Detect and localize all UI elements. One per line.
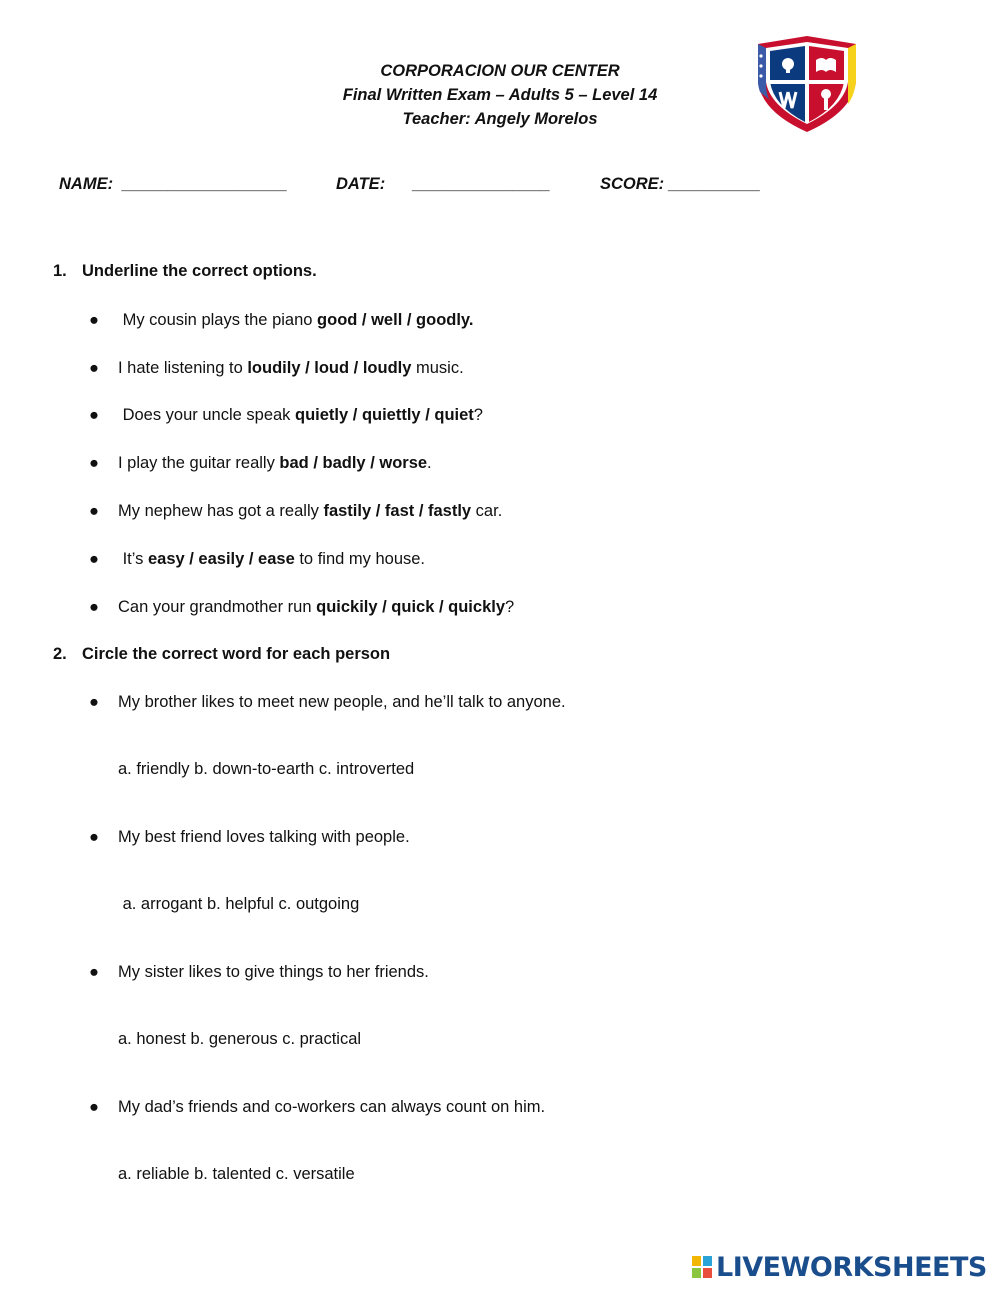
section-number: 2. [53, 645, 67, 663]
exercise-item: It’s easy / easily / ease to find my house. [118, 550, 426, 568]
answer-options[interactable]: a. arrogant b. helpful c. outgoing [118, 895, 360, 913]
exercise-item: I hate listening to loudily / loud / loudly music. [118, 359, 464, 377]
bullet-icon: ● [89, 828, 99, 846]
section-title: Circle the correct word for each person [82, 645, 391, 663]
answer-options[interactable]: a. honest b. generous c. practical [118, 1030, 362, 1048]
school-crest-logo [752, 34, 862, 134]
exercise-item: My cousin plays the piano good / well / goodly. [118, 311, 474, 329]
bullet-icon: ● [89, 598, 99, 616]
answer-options[interactable]: a. reliable b. talented c. versatile [118, 1165, 355, 1183]
option-choices[interactable]: fastily / fast / fastly [323, 502, 472, 520]
brand-name: LIVEWORKSHEETS [716, 1251, 987, 1283]
bullet-icon: ● [89, 406, 99, 424]
score-field[interactable]: SCORE: __________ [600, 175, 761, 193]
bullet-icon: ● [89, 693, 99, 711]
question-sentence: My brother likes to meet new people, and he’ll talk to anyone. [118, 693, 566, 711]
date-field[interactable]: DATE: _______________ [336, 175, 551, 193]
name-field[interactable]: NAME: __________________ [59, 175, 288, 193]
bullet-icon: ● [89, 311, 99, 329]
exercise-item: My nephew has got a really fastily / fast / fastly car. [118, 502, 503, 520]
section-1-heading [53, 262, 317, 281]
option-choices[interactable]: good / well / goodly. [317, 311, 474, 329]
bullet-icon: ● [89, 1098, 99, 1116]
bullet-icon: ● [89, 550, 99, 568]
option-choices[interactable]: quietly / quiettly / quiet [295, 406, 474, 424]
answer-options[interactable]: a. friendly b. down-to-earth c. introverted [118, 760, 415, 778]
question-sentence: My dad’s friends and co-workers can always count on him. [118, 1098, 546, 1116]
exercise-item: Does your uncle speak quietly / quiettly / quiet? [118, 406, 483, 424]
option-choices[interactable]: quickily / quick / quickly [316, 598, 506, 616]
brand-blocks-icon [692, 1256, 712, 1278]
liveworksheets-logo[interactable] [692, 1252, 987, 1282]
exercise-item: I play the guitar really bad / badly / worse. [118, 454, 432, 472]
question-sentence: My sister likes to give things to her friends. [118, 963, 429, 981]
header-org: CORPORACION OUR CENTER [380, 62, 620, 80]
bullet-icon: ● [89, 502, 99, 520]
option-choices[interactable]: easy / easily / ease [147, 550, 295, 568]
bullet-icon: ● [89, 454, 99, 472]
question-sentence: My best friend loves talking with people. [118, 828, 410, 846]
section-title: Underline the correct options. [82, 262, 317, 280]
bullet-icon: ● [89, 359, 99, 377]
header-exam-title: Final Written Exam – Adults 5 – Level 14 [342, 86, 658, 104]
exercise-item: Can your grandmother run quickily / quick / quickly? [118, 598, 515, 616]
bullet-icon: ● [89, 963, 99, 981]
section-2-heading [53, 645, 390, 664]
option-choices[interactable]: bad / badly / worse [279, 454, 428, 472]
option-choices[interactable]: loudily / loud / loudly [247, 359, 412, 377]
header-teacher: Teacher: Angely Morelos [402, 110, 598, 128]
section-number: 1. [53, 262, 67, 280]
